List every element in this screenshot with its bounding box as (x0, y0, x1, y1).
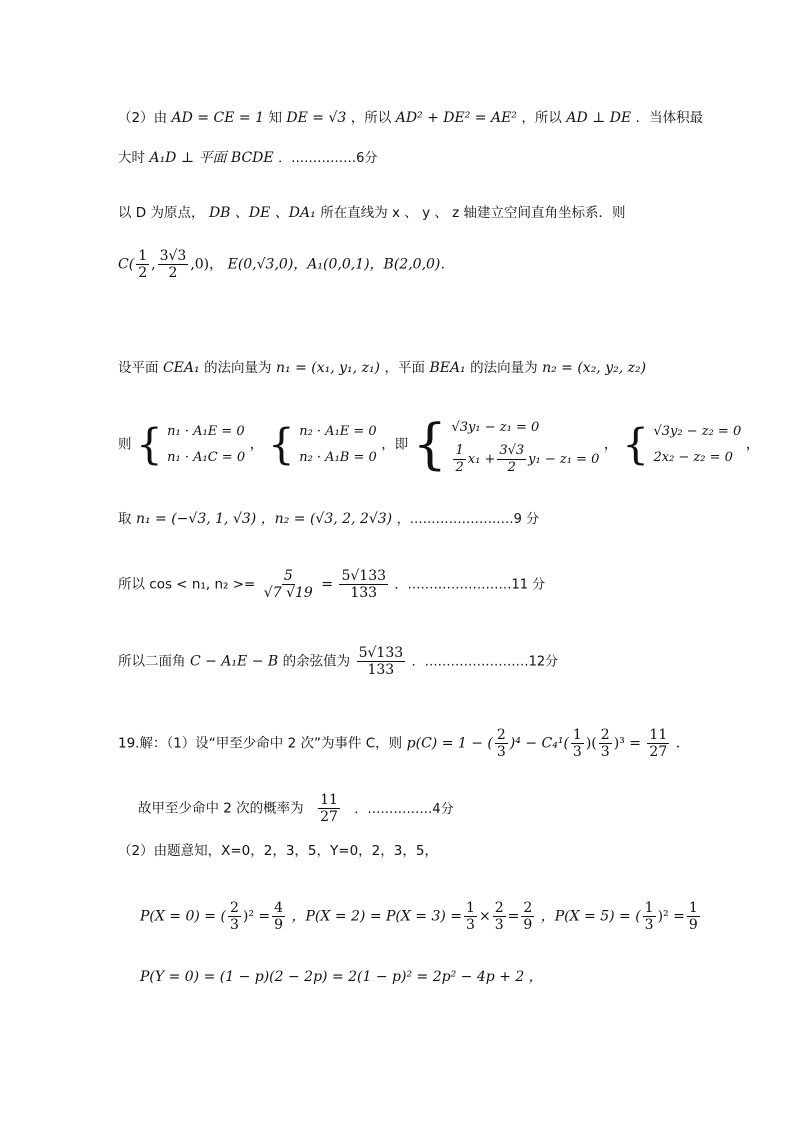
fraction (687, 900, 700, 933)
numerator: 2 (496, 727, 506, 743)
math: DE = √3 (286, 110, 347, 126)
normal-vectors-line (118, 359, 646, 377)
text: 故甲至少命中 2 次的概率为 (138, 800, 304, 817)
fraction (647, 727, 669, 760)
fraction (318, 792, 340, 825)
text: 知 (268, 110, 282, 126)
part2-line1 (118, 109, 703, 127)
text: 所以 cos < n₁, n₂ >= (118, 576, 256, 593)
math: C − A₁E − B (189, 653, 279, 670)
score-marker: ．……………6分 (278, 151, 378, 166)
fraction (158, 248, 189, 281)
fraction (262, 568, 315, 601)
numerator: 1 (644, 900, 654, 916)
math: p(C) = 1 − ( (406, 735, 493, 752)
dihedral-line (118, 645, 558, 678)
text: ，平面 (384, 360, 425, 376)
math: AD ⊥ DE (566, 110, 632, 126)
fraction (497, 443, 526, 476)
numerator: 4 (274, 900, 284, 916)
equation: √3y₂ − z₂ = 0 (653, 423, 742, 439)
score-marker: ，……………………9 分 (396, 512, 540, 527)
equation (451, 443, 599, 476)
fraction (228, 900, 241, 933)
text: （2）由 (118, 110, 168, 126)
math: CEA₁ (162, 360, 200, 376)
math: P(X = 0) = ( (140, 908, 226, 925)
text: （2）由题意知，X=0，2，3，5，Y=0，2，3，5， (118, 843, 438, 859)
text: 取 (118, 511, 132, 527)
fraction (571, 727, 584, 760)
text: 的法向量为 (470, 360, 538, 376)
text: 的余弦值为 (282, 653, 351, 670)
probability-line (138, 792, 454, 825)
fraction (643, 900, 656, 933)
text: 设平面 (118, 360, 159, 376)
denominator: 9 (523, 917, 533, 933)
denominator: 2 (455, 460, 464, 475)
numerator: 3√3 (499, 443, 525, 458)
math: P(Y = 0) = (1 − p)(2 − 2p) = 2(1 − p)² = 2p² − 4p + 2 ， (140, 969, 543, 985)
text: 所在直线为 x 、 y 、 z 轴建立空间直角坐标系．则 (320, 205, 626, 221)
math: DB 、DE 、DA₁ (208, 205, 316, 221)
coord-line (118, 204, 626, 222)
math: C( (118, 256, 135, 273)
equation: n₂ · A₁E = 0 (299, 423, 377, 439)
denominator: 2 (138, 265, 148, 281)
numerator: 1 (688, 900, 698, 916)
denominator: 3 (466, 917, 475, 933)
equation: n₂ · A₁B = 0 (299, 449, 377, 465)
math: )( (585, 735, 597, 752)
equation-systems: 则 { n₁ · A₁E = 0 n₁ · A₁C = 0 ， { n₂ · A₁E = 0 n₂ · A₁B = 0 ，即 { √3y₁ − z₁ = 0 $\frac{1}{2}$ x₁ + $\frac{3√3}{2}$ y₁ − z₁ = 0 ， { √3y₂ − z₂ = 0 2x₂ − z₂ = 0 ， (118, 412, 760, 476)
score-marker: ．……………………12分 (411, 654, 559, 670)
math: E(0,√3,0)，A₁(0,0,1)，B(2,0,0)． (227, 256, 455, 273)
math: = (321, 576, 333, 593)
fraction (136, 248, 149, 281)
fraction (521, 900, 534, 933)
term: y₁ − z₁ = 0 (528, 452, 600, 467)
equation: n₁ · A₁C = 0 (167, 449, 246, 465)
points-line: C( $\frac{1}{2}$ , $\frac{3√3}{2}$ ,0)， E(0,√3,0)，A₁(0,0,1)，B(2,0,0)． (118, 248, 455, 281)
math: AD = CE = 1 (171, 110, 264, 126)
math: )² = (657, 908, 685, 925)
equation: 2x₂ − z₂ = 0 (653, 449, 733, 465)
math: ,0)， (190, 256, 224, 273)
left-brace: { (268, 419, 295, 469)
math: )⁴ − C₄¹( (509, 735, 569, 752)
numerator: 5√133 (341, 568, 387, 584)
denominator: 3 (494, 917, 504, 933)
fraction (272, 900, 285, 933)
math: )³ = (613, 735, 641, 752)
text: ，所以 (521, 110, 562, 126)
denominator: 3 (572, 744, 582, 760)
term: x₁ + (467, 452, 496, 467)
text: 以 D 为原点， (118, 205, 205, 221)
denominator: 9 (274, 917, 284, 933)
q19-part2-line (118, 842, 438, 860)
part2-line2 (118, 149, 377, 168)
fraction (493, 900, 506, 933)
text: 19.解：（1）设“甲至少命中 2 次”为事件 C，则 (118, 735, 403, 752)
numerator: 11 (649, 727, 668, 743)
text: ，所以 (350, 110, 392, 126)
math: ，P(X = 5) = ( (540, 908, 641, 925)
fraction (357, 645, 406, 678)
take-vectors-line (118, 510, 539, 529)
math: ，P(X = 2) = P(X = 3) = (291, 908, 463, 925)
numerator: 1 (138, 248, 148, 264)
fraction (464, 900, 477, 933)
denominator: 133 (367, 662, 395, 678)
text: ．当体积最 (635, 110, 704, 126)
numerator: 3√3 (159, 248, 187, 264)
numerator: 2 (229, 900, 239, 916)
left-brace: { (412, 412, 448, 476)
fraction (599, 727, 612, 760)
px-distribution-line (140, 900, 702, 933)
math: ． (675, 735, 690, 752)
text: ，即 (381, 436, 409, 453)
math: A₁D ⊥ 平面 BCDE (149, 150, 274, 166)
denominator: √7 √19 (263, 585, 313, 601)
denominator: 9 (688, 917, 698, 933)
text: 所以二面角 (118, 653, 186, 670)
numerator: 11 (320, 792, 338, 808)
denominator: 3 (600, 744, 610, 760)
math: n₂ = (x₂, y₂, z₂) (542, 360, 647, 376)
equation: n₁ · A₁E = 0 (167, 423, 245, 439)
denominator: 27 (320, 809, 338, 825)
system-4 (653, 419, 741, 471)
text: 的法向量为 (204, 360, 272, 376)
math: × (478, 908, 491, 925)
fraction (339, 568, 388, 601)
numerator: 2 (494, 900, 504, 916)
fraction (495, 727, 508, 760)
numerator: 1 (455, 443, 464, 458)
system-2 (299, 419, 377, 471)
py-line (140, 968, 543, 986)
numerator: 1 (466, 900, 475, 916)
score-marker: ．……………………11 分 (394, 577, 546, 593)
math: )² = (242, 908, 271, 925)
denominator: 3 (496, 744, 506, 760)
q19-line (118, 727, 690, 760)
math: n₁ = (−√3, 1, √3) (135, 511, 257, 527)
numerator: 5√133 (358, 645, 404, 661)
math: n₁ = (x₁, y₁, z₁) (276, 360, 381, 376)
text: 大时 (118, 150, 145, 166)
math: AD² + DE² = AE² (395, 110, 517, 126)
text: 则 (118, 436, 132, 453)
math: ，n₂ = (√3, 2, 2√3) (260, 511, 393, 527)
denominator: 2 (168, 265, 178, 281)
cos-line (118, 568, 545, 601)
denominator: 3 (644, 917, 654, 933)
numerator: 2 (523, 900, 533, 916)
denominator: 133 (350, 585, 378, 601)
numerator: 2 (600, 727, 610, 743)
equation: √3y₁ − z₁ = 0 (451, 420, 540, 435)
left-brace: { (135, 419, 163, 469)
math: BEA₁ (429, 360, 466, 376)
left-brace: { (622, 419, 650, 469)
system-3 (451, 413, 599, 476)
math: = (507, 908, 520, 925)
score-marker: ．……………4分 (354, 801, 454, 817)
numerator: 5 (283, 568, 293, 584)
denominator: 27 (649, 744, 668, 760)
denominator: 3 (229, 917, 239, 933)
fraction (453, 443, 465, 476)
system-1 (167, 419, 245, 471)
denominator: 2 (507, 460, 516, 475)
numerator: 1 (572, 727, 582, 743)
